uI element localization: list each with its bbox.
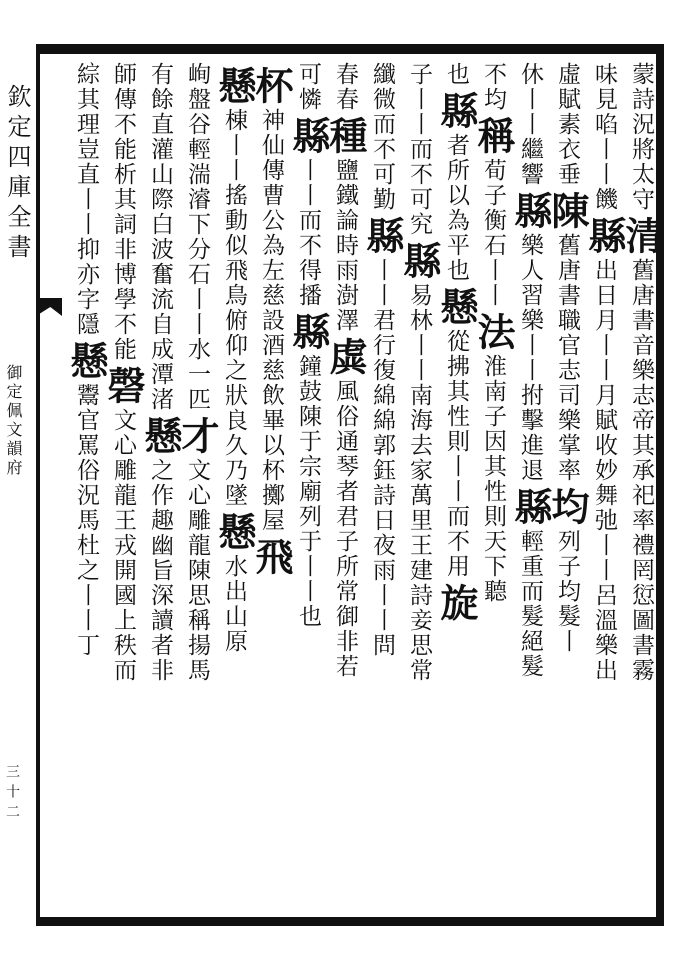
text-segment: 風俗通琴者君子所常御非若 (332, 379, 358, 679)
text-segment: 鹽鐵論時雨澍澤 (332, 158, 358, 333)
headword: 旋 (434, 583, 479, 621)
bottom-border (36, 917, 664, 926)
text-segment: 淮南子因其性則天下聽 (480, 354, 506, 604)
text-segment: 也 (443, 62, 469, 87)
headword: 陳 (545, 191, 590, 229)
text-segment: 文心雕龍王戎開國上秩而 (110, 408, 136, 683)
text-column (619, 62, 664, 683)
text-column (397, 62, 442, 683)
headword: 懸 (64, 341, 109, 379)
text-column (434, 62, 479, 625)
text-segment: 文心雕龍陳思稱揚馬 (184, 458, 210, 683)
headword: 才 (175, 416, 220, 454)
text-segment: 休丨丨繼響 (517, 62, 543, 187)
text-segment: 綜其理豈直丨丨抑亦字隱 (73, 62, 99, 337)
headword: 磬 (101, 366, 146, 404)
headword: 種 (323, 116, 368, 154)
text-segment: 者所以為平也 (443, 133, 469, 283)
text-column (545, 62, 590, 654)
headword: 縣 (508, 487, 553, 525)
text-segment: 不均 (480, 62, 506, 112)
text-segment: 鬻官罵俗況馬杜之丨丨丁 (73, 383, 99, 658)
text-column (249, 62, 294, 579)
text-column (212, 62, 257, 654)
text-column (101, 62, 146, 683)
headword: 法 (471, 312, 516, 350)
text-segment: 從拂其性則丨丨而不用 (443, 329, 469, 579)
headword: 清 (619, 216, 664, 254)
headword: 縣 (360, 216, 405, 254)
text-column (582, 62, 627, 683)
left-border (36, 44, 40, 926)
text-segment: 峋盤谷輕湍濬下分石丨丨水一匹 (184, 62, 210, 412)
text-segment: 輕重而髮絕髮 (517, 529, 543, 679)
text-segment: 丨丨而不得播 (295, 158, 321, 308)
text-segment: 味見啗丨丨饑 (591, 62, 617, 212)
headword: 懸 (138, 416, 183, 454)
headword: 縣 (582, 216, 627, 254)
text-segment: 春春 (332, 62, 358, 112)
text-segment: 樂人習樂丨丨拊擊進退 (517, 233, 543, 483)
top-border (36, 44, 664, 54)
text-segment: 棟丨丨搖動似飛鳥俯仰之狀良久乃墜 (221, 108, 247, 508)
text-column (138, 62, 183, 683)
text-segment: 子丨丨而不可究 (406, 62, 432, 237)
text-column (64, 62, 109, 658)
text-segment: 列子均髮丨 (554, 529, 580, 654)
headword: 均 (545, 487, 590, 525)
text-segment: 師傳不能析其詞非博學不能 (110, 62, 136, 362)
text-segment: 纖微而不可勤 (369, 62, 395, 212)
headword: 縣 (286, 312, 331, 350)
headword: 縣 (434, 91, 479, 129)
text-segment: 出日月丨丨月賦收妙舞弛丨丨呂溫樂出 (591, 258, 617, 683)
text-segment: 虛賦素衣垂 (554, 62, 580, 187)
text-column (360, 62, 405, 658)
headword: 縣 (508, 191, 553, 229)
headword: 稱 (471, 116, 516, 154)
headword: 懸 (212, 512, 257, 550)
text-segment: 有餘直灌山際白波奮流自成潭渚 (147, 62, 173, 412)
text-column (508, 62, 553, 679)
text-segment: 舊唐書職官志司樂掌率 (554, 233, 580, 483)
page-number: 三十二 (4, 764, 20, 824)
text-segment: 荀子衡石丨丨 (480, 158, 506, 308)
fish-tail-mark-icon (36, 298, 62, 316)
book-title: 欽定四庫全書 (3, 84, 31, 264)
text-segment: 舊唐書音樂志帝其承祀率禮罔愆圖書霧 (628, 258, 654, 683)
headword: 飛 (249, 537, 294, 575)
text-column (323, 62, 368, 679)
text-segment: 易林丨丨南海去家萬里王建詩妾思常 (406, 283, 432, 683)
headword: 縣 (286, 116, 331, 154)
headword: 懸 (434, 287, 479, 325)
book-subtitle: 御定佩文韻府 (4, 364, 23, 478)
text-column (286, 62, 331, 629)
headword: 虡 (323, 337, 368, 375)
headword: 縣 (397, 241, 442, 279)
text-segment: 鐘鼓陳于宗廟列于丨丨也 (295, 354, 321, 629)
text-segment: 丨丨君行復綿綿郭鈺詩日夜雨丨丨問 (369, 258, 395, 658)
text-segment: 水出山原 (221, 554, 247, 654)
headword: 杯 (249, 66, 294, 104)
headword: 懸 (212, 66, 257, 104)
text-column (471, 62, 516, 604)
text-segment: 蒙詩況將太守 (628, 62, 654, 212)
margin-column (0, 44, 36, 926)
text-segment: 神仙傳曹公為左慈設酒慈飲畢以杯擲屋 (258, 108, 284, 533)
text-segment: 可憐 (295, 62, 321, 112)
text-column (175, 62, 220, 683)
text-segment: 之作趣幽旨深讀者非 (147, 458, 173, 683)
